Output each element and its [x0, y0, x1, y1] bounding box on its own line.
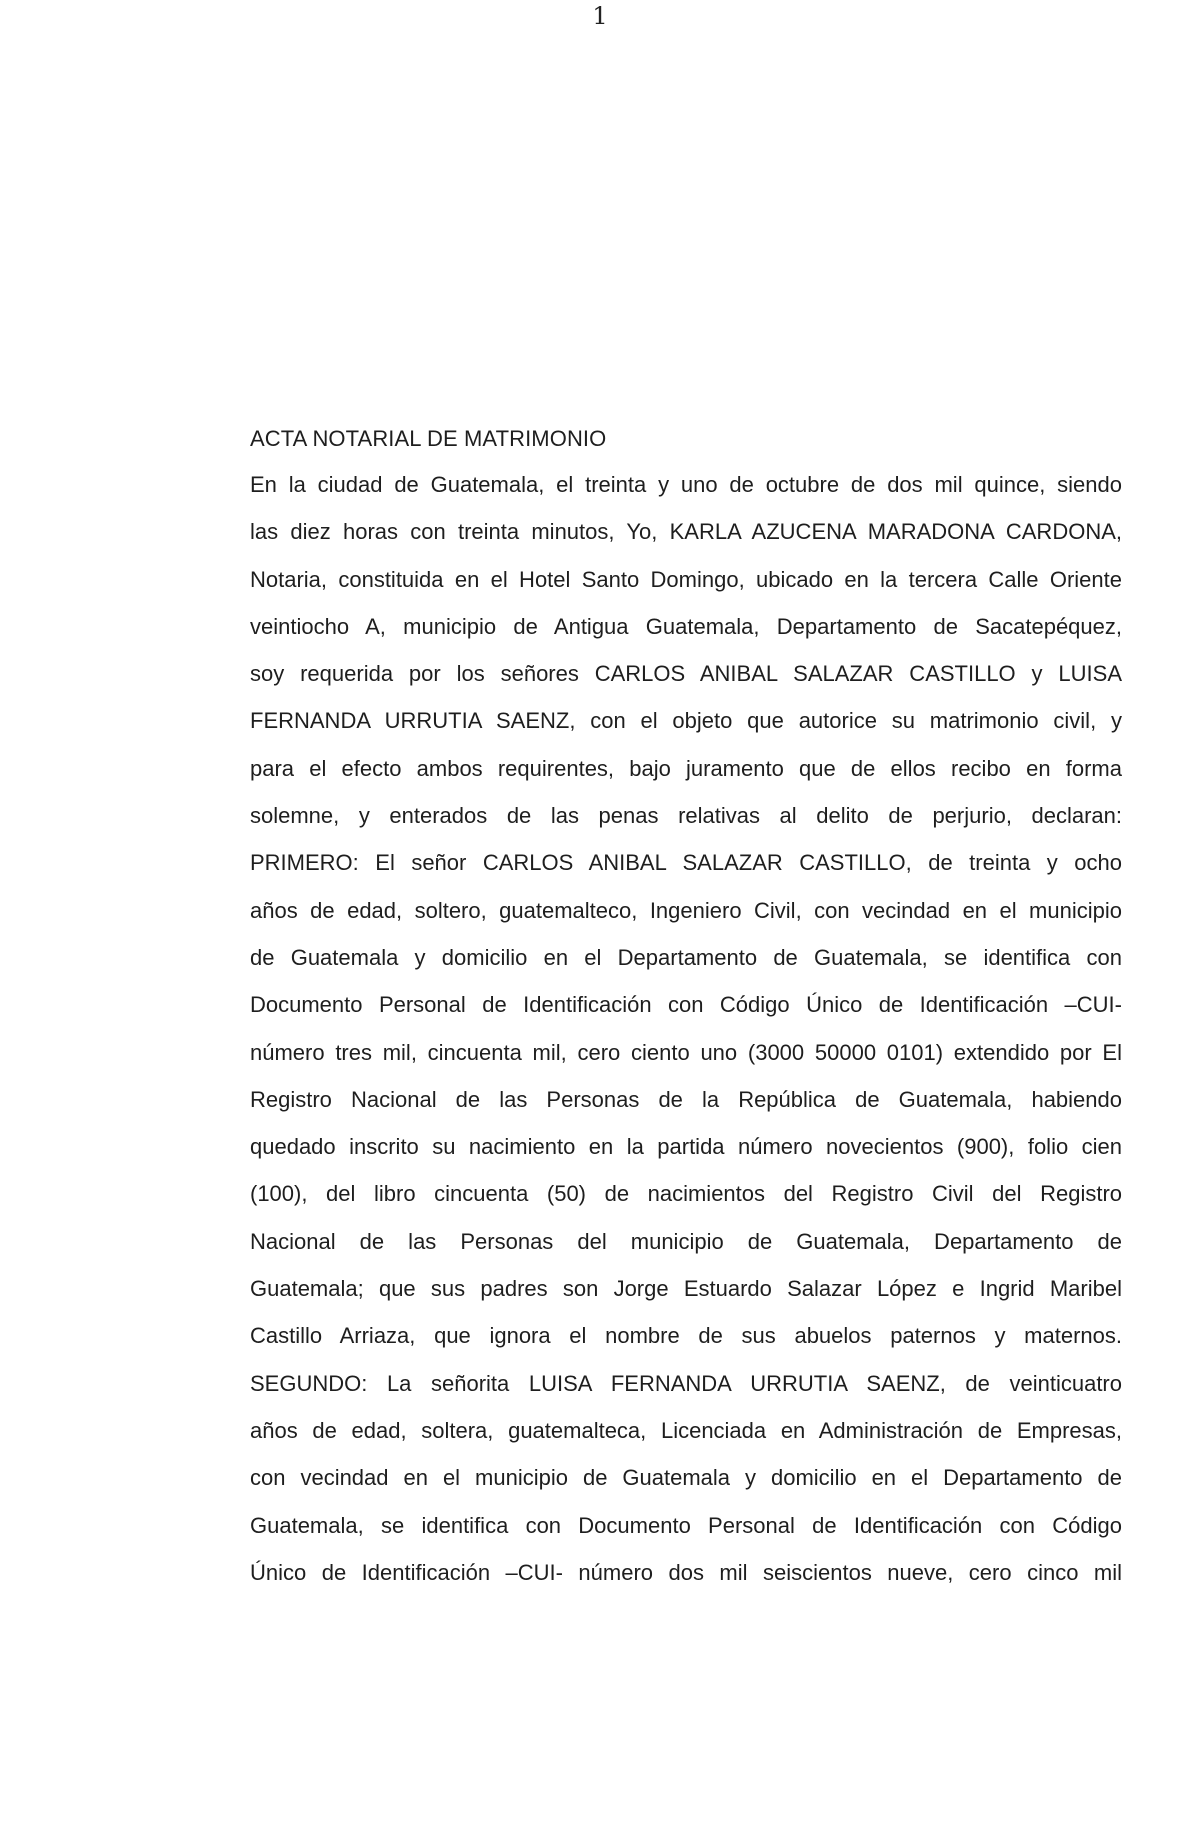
- body-line: Guatemala, se identifica con Documento Personal de Identificación con Código: [250, 1512, 1122, 1538]
- body-line: Guatemala; que sus padres son Jorge Estuardo Salazar López e Ingrid Maribel: [250, 1276, 1122, 1302]
- body-line: Nacional de las Personas del municipio de Guatemala, Departamento de: [250, 1228, 1122, 1254]
- body-line: Único de Identificación –CUI- número dos mil seiscientos nueve, cero cinco mil: [250, 1559, 1122, 1585]
- body-line: soy requerida por los señores CARLOS ANIBAL SALAZAR CASTILLO y LUISA: [250, 661, 1122, 687]
- body-line: En la ciudad de Guatemala, el treinta y uno de octubre de dos mil quince, siendo: [250, 472, 1122, 497]
- body-line: las diez horas con treinta minutos, Yo, KARLA AZUCENA MARADONA CARDONA,: [250, 519, 1122, 545]
- body-line: Documento Personal de Identificación con Código Único de Identificación –CUI-: [250, 992, 1122, 1018]
- body-line: SEGUNDO: La señorita LUISA FERNANDA URRUTIA SAENZ, de veinticuatro: [250, 1370, 1122, 1396]
- body-line: FERNANDA URRUTIA SAENZ, con el objeto que autorice su matrimonio civil, y: [250, 708, 1122, 734]
- page-number: 1: [592, 2, 608, 30]
- body-line: de Guatemala y domicilio en el Departamento de Guatemala, se identifica con: [250, 944, 1122, 970]
- body-line: PRIMERO: El señor CARLOS ANIBAL SALAZAR CASTILLO, de treinta y ocho: [250, 850, 1122, 876]
- body-line: Castillo Arriaza, que ignora el nombre de sus abuelos paternos y maternos.: [250, 1323, 1122, 1349]
- body-line: quedado inscrito su nacimiento en la partida número novecientos (900), folio cien: [250, 1134, 1122, 1160]
- body-line: veintiocho A, municipio de Antigua Guatemala, Departamento de Sacatepéquez,: [250, 613, 1122, 639]
- body-line: solemne, y enterados de las penas relativas al delito de perjurio, declaran:: [250, 803, 1122, 829]
- body-line: Notaria, constituida en el Hotel Santo Domingo, ubicado en la tercera Calle Oriente: [250, 566, 1122, 592]
- body-line: para el efecto ambos requirentes, bajo juramento que de ellos recibo en forma: [250, 755, 1122, 781]
- body-line: Registro Nacional de las Personas de la República de Guatemala, habiendo: [250, 1086, 1122, 1112]
- body-line: con vecindad en el municipio de Guatemala y domicilio en el Departamento de: [250, 1465, 1122, 1491]
- document-body: [250, 423, 1122, 1596]
- document-title: ACTA NOTARIAL DE MATRIMONIO: [250, 426, 607, 451]
- body-line: años de edad, soltero, guatemalteco, Ingeniero Civil, con vecindad en el municipio: [250, 897, 1122, 923]
- body-line: número tres mil, cincuenta mil, cero ciento uno (3000 50000 0101) extendido por El: [250, 1039, 1122, 1065]
- body-line: años de edad, soltera, guatemalteca, Licenciada en Administración de Empresas,: [250, 1417, 1122, 1443]
- body-line: (100), del libro cincuenta (50) de nacimientos del Registro Civil del Registro: [250, 1181, 1122, 1207]
